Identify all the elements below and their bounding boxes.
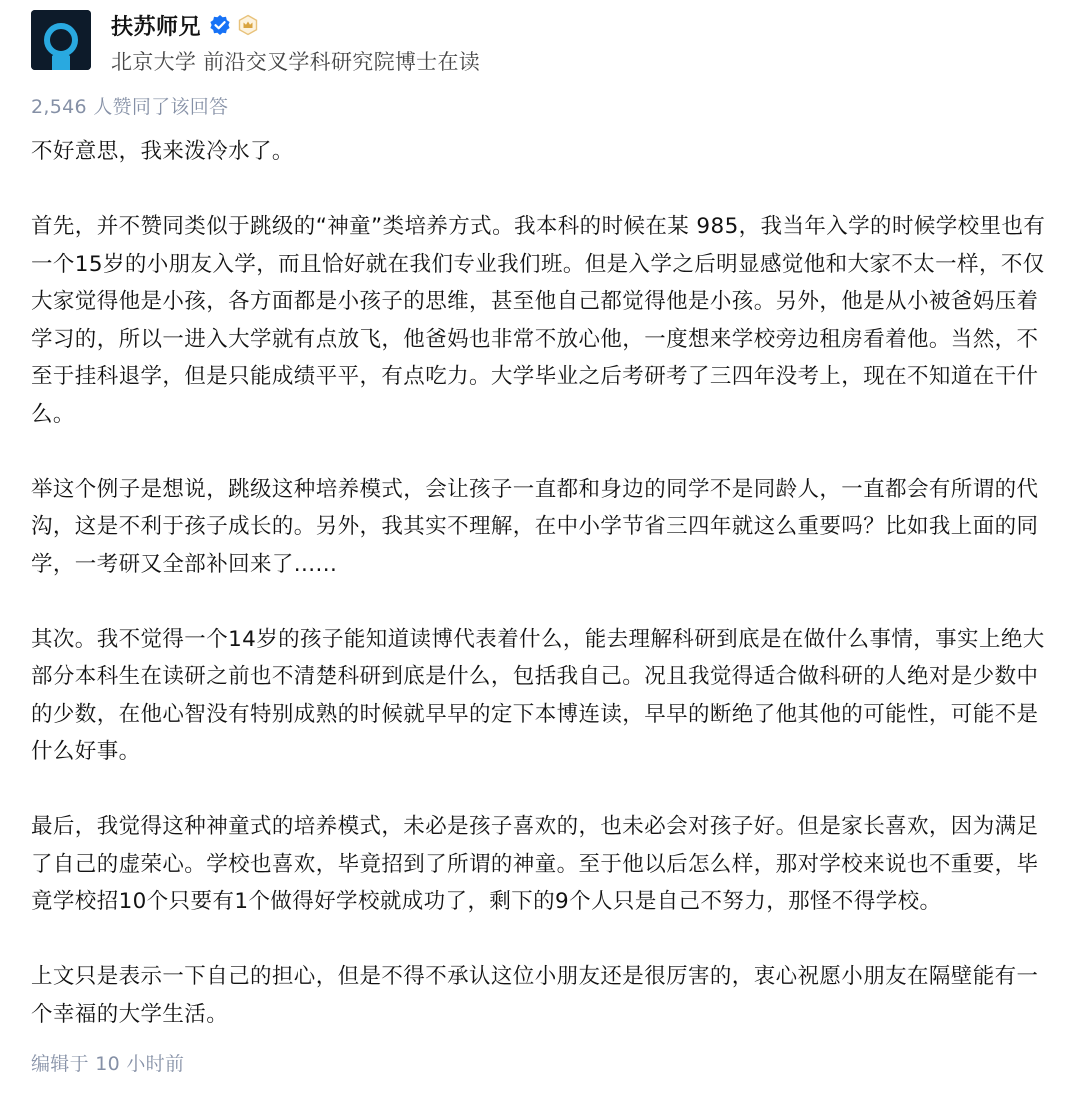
author-headline: 北京大学 前沿交叉学科研究院博士在读 bbox=[111, 50, 481, 74]
author-card bbox=[31, 10, 480, 76]
author-name[interactable]: 扶苏师兄 bbox=[111, 14, 202, 40]
edit-time[interactable]: 编辑于 10 小时前 bbox=[31, 1053, 185, 1075]
answer-paragraph: 首先，并不赞同类似于跳级的“神童”类培养方式。我本科的时候在某 985，我当年入学的时候学校里也有一个15岁的小朋友入学，而且恰好就在我们专业我们班。但是入学之后明显感觉他和大家不太一样，不仅大家觉得他是小孩，各方面都是小孩子的思维，甚至他自己都觉得他是小孩。另外，他是从小被爸妈压着学习的，所以一进入大学就有点放飞，他爸妈也非常不放心他，一度想来学校旁边租房看着他。当然，不至于挂科退学，但是只能成绩平平，有点吃力。大学毕业之后考研考了三四年没考上，现在不知道在干什么。 bbox=[31, 214, 1046, 427]
avatar[interactable] bbox=[31, 10, 91, 70]
answer-paragraph: 其次。我不觉得一个14岁的孩子能知道读博代表着什么，能去理解科研到底是在做什么事情，事实上绝大部分本科生在读研之前也不清楚科研到底是什么，包括我自己。况且我觉得适合做科研的人绝对是少数中的少数，在他心智没有特别成熟的时候就早早的定下本博连读，早早的断绝了他其他的可能性，可能不是什么好事。 bbox=[31, 626, 1045, 764]
avatar-image bbox=[31, 10, 91, 70]
answer-paragraph: 不好意思，我来泼冷水了。 bbox=[31, 139, 294, 164]
crown-badge-icon[interactable] bbox=[237, 14, 259, 36]
answer-content bbox=[31, 133, 1051, 1033]
answer-paragraph: 举这个例子是想说，跳级这种培养模式，会让孩子一直都和身边的同学不是同龄人，一直都会有所谓的代沟，这是不利于孩子成长的。另外，我其实不理解，在中小学节省三四年就这么重要吗？比如我上面的同学，一考研又全部补回来了...... bbox=[31, 476, 1039, 577]
verified-badge-icon bbox=[209, 14, 231, 36]
vote-count: 2,546 人赞同了该回答 bbox=[31, 96, 229, 118]
answer-paragraph: 最后，我觉得这种神童式的培养模式，未必是孩子喜欢的，也未必会对孩子好。但是家长喜欢，因为满足了自己的虚荣心。学校也喜欢，毕竟招到了所谓的神童。至于他以后怎么样，那对学校来说也不重要，毕竟学校招10个只要有1个做得好学校就成功了，剩下的9个人只是自己不努力，那怪不得学校。 bbox=[31, 814, 1039, 914]
answer-paragraph: 上文只是表示一下自己的担心，但是不得不承认这位小朋友还是很厉害的，衷心祝愿小朋友在隔壁能有一个幸福的大学生活。 bbox=[31, 964, 1039, 1027]
